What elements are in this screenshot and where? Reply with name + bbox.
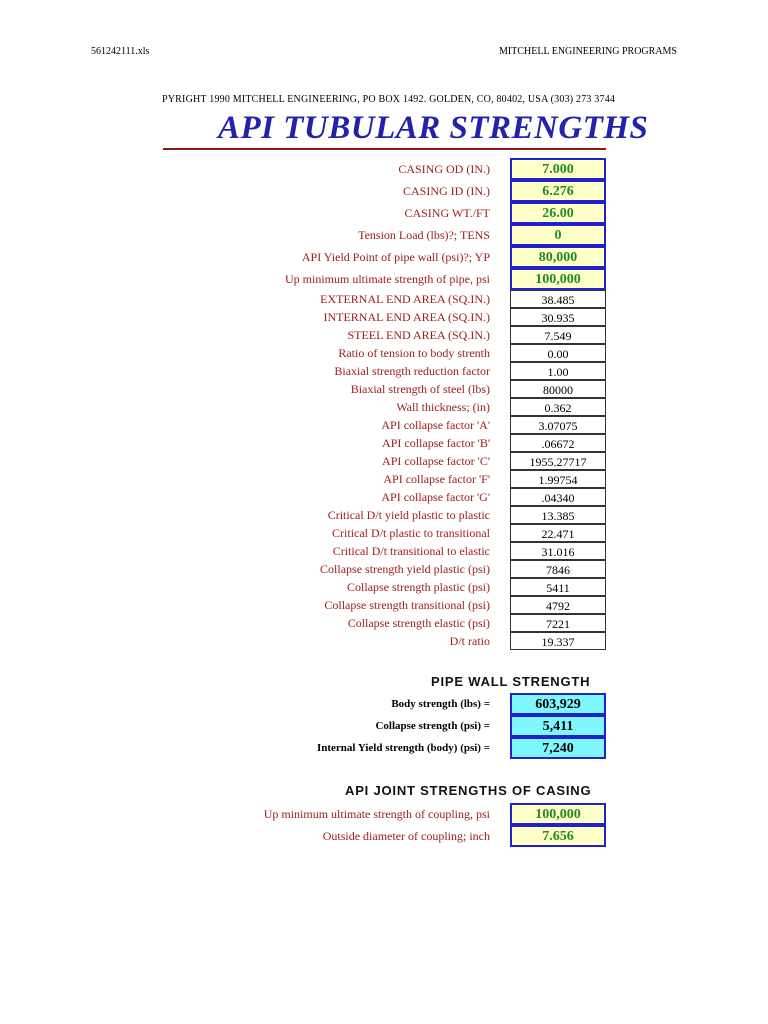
computed-row [160, 560, 608, 578]
computed-value[interactable]: 7.549 [510, 326, 606, 344]
input-label: CASING OD (IN.) [398, 162, 490, 176]
computed-label: Collapse strength transitional (psi) [324, 598, 490, 612]
computed-row [160, 326, 608, 344]
computed-label: Critical D/t transitional to elastic [332, 544, 490, 558]
input-label: API Yield Point of pipe wall (psi)?; YP [301, 250, 490, 264]
computed-row [160, 488, 608, 506]
computed-value[interactable]: 22.471 [510, 524, 606, 542]
computed-row [160, 344, 608, 362]
input-row-coupling-strength [160, 803, 608, 825]
computed-row [160, 470, 608, 488]
copyright-line: PYRIGHT 1990 MITCHELL ENGINEERING, PO BOX 1492. GOLDEN, CO, 80402, USA (303) 273 3744 [162, 94, 616, 105]
input-label: Tension Load (lbs)?; TENS [358, 228, 490, 242]
section-heading-pipe-wall: PIPE WALL STRENGTH [431, 674, 591, 689]
body-strength-cell[interactable]: 603,929 [510, 693, 606, 715]
computed-row [160, 290, 608, 308]
computed-row [160, 542, 608, 560]
computed-value[interactable]: .06672 [510, 434, 606, 452]
computed-row [160, 632, 608, 650]
computed-row [160, 434, 608, 452]
casing-od-cell[interactable]: 7.000 [510, 158, 606, 180]
input-label: Up minimum ultimate strength of coupling, psi [263, 807, 490, 821]
computed-row [160, 308, 608, 326]
computed-label: Critical D/t yield plastic to plastic [327, 508, 490, 522]
computed-row [160, 452, 608, 470]
casing-id-cell[interactable]: 6.276 [510, 180, 606, 202]
computed-label: EXTERNAL END AREA (SQ.IN.) [320, 292, 490, 306]
input-label: CASING WT./FT [404, 206, 490, 220]
ultimate-strength-cell[interactable]: 100,000 [510, 268, 606, 290]
computed-value[interactable]: 4792 [510, 596, 606, 614]
computed-label: Wall thickness; (in) [396, 400, 490, 414]
computed-label: API collapse factor 'C' [382, 454, 490, 468]
result-row-collapse-strength [160, 715, 608, 737]
computed-value[interactable]: 0.00 [510, 344, 606, 362]
section-heading-joint-strengths: API JOINT STRENGTHS OF CASING [345, 783, 592, 798]
computed-row [160, 506, 608, 524]
computed-value[interactable]: 30.935 [510, 308, 606, 326]
computed-label: Critical D/t plastic to transitional [332, 526, 490, 540]
result-row-body-strength [160, 693, 608, 715]
computed-label: API collapse factor 'F' [383, 472, 490, 486]
input-row-ultimate-strength [160, 268, 608, 290]
computed-row [160, 524, 608, 542]
computed-value[interactable]: 80000 [510, 380, 606, 398]
computed-value[interactable]: 13.385 [510, 506, 606, 524]
input-row-tension-load [160, 224, 608, 246]
title-underline [163, 148, 606, 150]
computed-value[interactable]: 1955.27717 [510, 452, 606, 470]
computed-label: API collapse factor 'B' [382, 436, 490, 450]
computed-row [160, 362, 608, 380]
computed-value[interactable]: 1.99754 [510, 470, 606, 488]
computed-label: Ratio of tension to body strenth [338, 346, 490, 360]
computed-value[interactable]: 7221 [510, 614, 606, 632]
computed-value[interactable]: .04340 [510, 488, 606, 506]
computed-label: D/t ratio [449, 634, 490, 648]
computed-value[interactable]: 38.485 [510, 290, 606, 308]
computed-row [160, 614, 608, 632]
result-row-internal-yield [160, 737, 608, 759]
computed-value[interactable]: 7846 [510, 560, 606, 578]
input-row-coupling-od [160, 825, 608, 847]
result-label: Body strength (lbs) = [391, 698, 490, 710]
coupling-strength-cell[interactable]: 100,000 [510, 803, 606, 825]
yield-point-cell[interactable]: 80,000 [510, 246, 606, 268]
computed-value[interactable]: 3.07075 [510, 416, 606, 434]
input-label: Up minimum ultimate strength of pipe, psi [285, 272, 490, 286]
computed-label: STEEL END AREA (SQ.IN.) [347, 328, 490, 342]
computed-label: API collapse factor 'G' [381, 490, 490, 504]
computed-row [160, 398, 608, 416]
result-label: Internal Yield strength (body) (psi) = [316, 742, 490, 754]
computed-label: Biaxial strength of steel (lbs) [350, 382, 490, 396]
input-row-casing-id [160, 180, 608, 202]
computed-label: Collapse strength plastic (psi) [347, 580, 490, 594]
page-title: API TUBULAR STRENGTHS [218, 110, 649, 146]
computed-value[interactable]: 19.337 [510, 632, 606, 650]
input-label: Outside diameter of coupling; inch [322, 829, 490, 843]
computed-label: API collapse factor 'A' [381, 418, 490, 432]
computed-value[interactable]: 1.00 [510, 362, 606, 380]
computed-row [160, 596, 608, 614]
computed-row [160, 416, 608, 434]
header-company: MITCHELL ENGINEERING PROGRAMS [499, 46, 677, 57]
input-row-casing-od [160, 158, 608, 180]
input-row-casing-wt [160, 202, 608, 224]
computed-label: INTERNAL END AREA (SQ.IN.) [323, 310, 490, 324]
tension-load-cell[interactable]: 0 [510, 224, 606, 246]
computed-label: Collapse strength elastic (psi) [347, 616, 490, 630]
computed-row [160, 578, 608, 596]
computed-label: Biaxial strength reduction factor [334, 364, 490, 378]
input-label: CASING ID (IN.) [403, 184, 490, 198]
collapse-strength-cell[interactable]: 5,411 [510, 715, 606, 737]
computed-value[interactable]: 5411 [510, 578, 606, 596]
result-label: Collapse strength (psi) = [375, 720, 490, 732]
input-row-yield-point [160, 246, 608, 268]
computed-value[interactable]: 31.016 [510, 542, 606, 560]
internal-yield-cell[interactable]: 7,240 [510, 737, 606, 759]
computed-label: Collapse strength yield plastic (psi) [320, 562, 490, 576]
header-filename: 561242111.xls [91, 46, 150, 57]
coupling-od-cell[interactable]: 7.656 [510, 825, 606, 847]
computed-row [160, 380, 608, 398]
casing-weight-cell[interactable]: 26.00 [510, 202, 606, 224]
computed-value[interactable]: 0.362 [510, 398, 606, 416]
